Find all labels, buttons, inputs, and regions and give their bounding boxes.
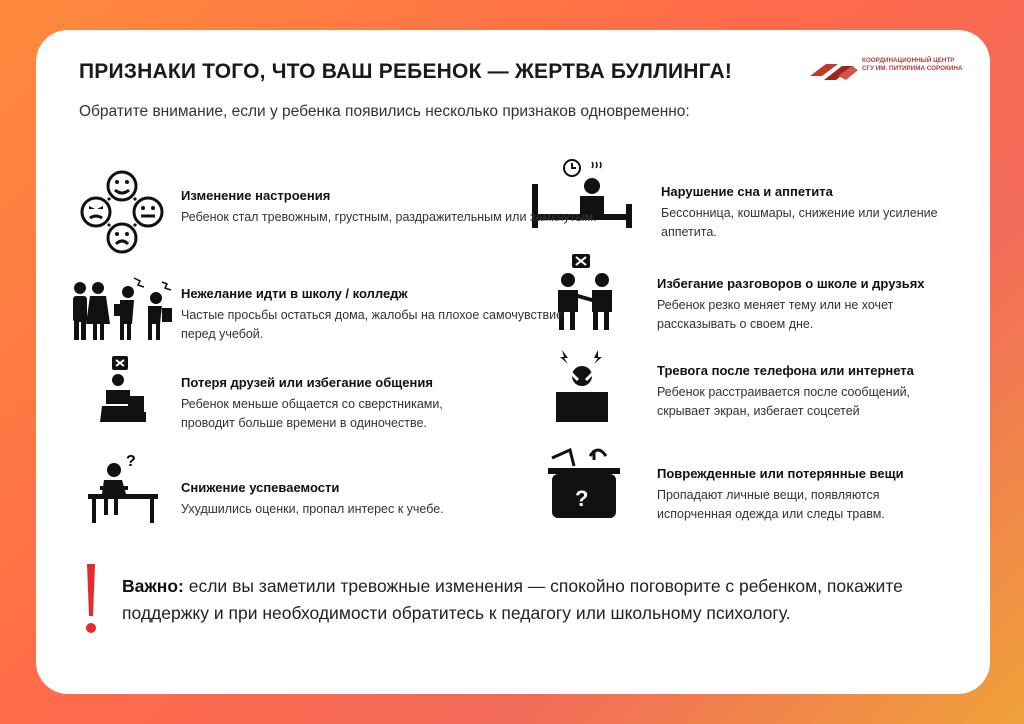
logo-text: КООРДИНАЦИОННЫЙ ЦЕНТР СГУ ИМ. ПИТИРИМА СОРОКИНА — [862, 57, 963, 72]
lonely-child-icon — [98, 356, 148, 422]
sign-grades: Снижение успеваемости Ухудшились оценки, пропал интерес к учебе. — [181, 480, 444, 516]
mood-faces-icon — [78, 168, 166, 256]
important-note: Важно: если вы заметили тревожные изменения — спокойно поговорите с ребенком, покажите поддержку и при необходимости обратитесь к педагогу или школьному психологу. — [122, 576, 903, 623]
exclamation-icon — [76, 560, 106, 640]
desk-study-icon — [86, 452, 160, 524]
page-subtitle: Обратите внимание, если у ребенка появились несколько признаков одновременно: — [79, 103, 690, 120]
sign-sleep: Нарушение сна и аппетита Бессонница, кошмары, снижение или усиление аппетита. — [661, 184, 938, 239]
sign-mood: Изменение настроения Ребенок стал тревожным, грустным, раздражительным или замкнутым. — [181, 188, 597, 224]
sign-phone-anxiety: Тревога после телефона или интернета Ребенок расстраивается после сообщений, скрывает экран, избегает соцсетей — [657, 363, 914, 418]
svg-text:?: ? — [575, 486, 589, 511]
sign-school-refusal: Нежелание идти в школу / колледж Частые просьбы остаться дома, жалобы на плохое самочувствие перед учебой. — [181, 286, 564, 341]
info-card — [36, 30, 990, 694]
sign-avoid-talk: Избегание разговоров о школе и друзьях Ребенок резко меняет тему или не хочет рассказывать о своем дне. — [657, 276, 925, 331]
svg-text:?: ? — [126, 453, 136, 470]
phone-anxiety-icon — [552, 348, 612, 422]
sign-lost-items: Поврежденные или потерянные вещи Пропадают личные вещи, появляются испорченная одежда или следы травм. — [657, 466, 904, 521]
sign-lost-friends: Потеря друзей или избегание общения Ребенок меньше общается со сверстниками, проводит больше времени в одиночестве. — [181, 375, 443, 430]
page-title: ПРИЗНАКИ ТОГО, ЧТО ВАШ РЕБЕНОК — ЖЕРТВА БУЛЛИНГА! — [79, 60, 733, 83]
school-refusal-icon — [70, 276, 180, 342]
